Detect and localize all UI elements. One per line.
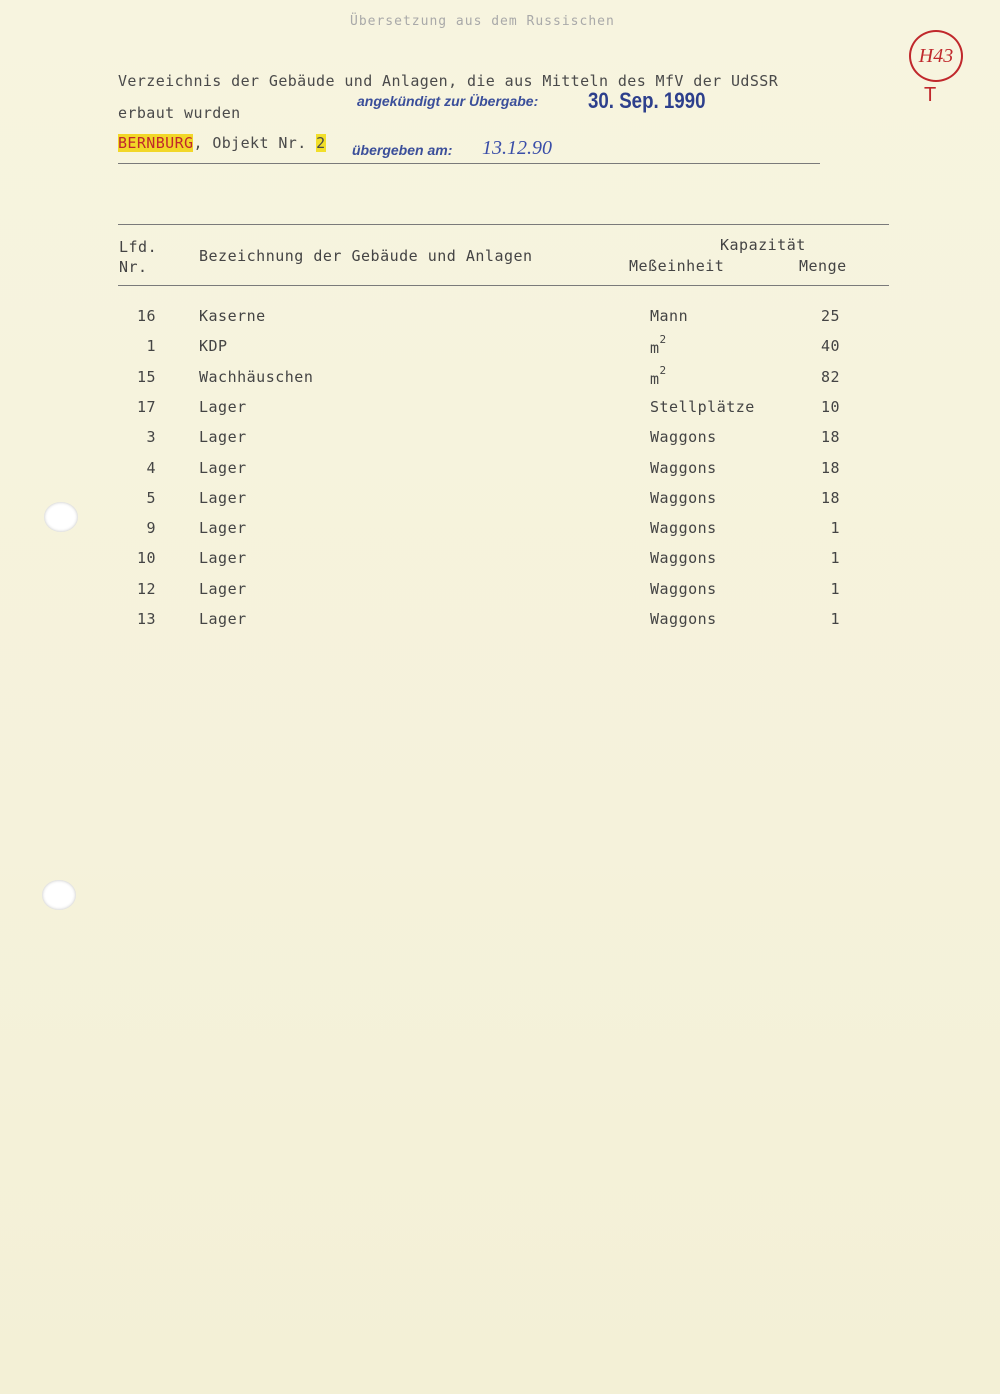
cell-messeinheit: Waggons xyxy=(650,488,717,507)
table-row xyxy=(0,549,1000,577)
cell-bezeichnung: Kaserne xyxy=(199,307,266,325)
table-row xyxy=(0,459,1000,487)
cell-menge: 1 xyxy=(830,519,840,538)
cell-lfd-nr: 9 xyxy=(146,519,156,538)
cell-menge: 1 xyxy=(830,610,840,628)
punch-hole xyxy=(42,880,76,910)
cell-bezeichnung: KDP xyxy=(199,337,228,356)
table-row xyxy=(0,307,1000,335)
objekt-number: 2 xyxy=(316,134,326,152)
cell-menge: 18 xyxy=(820,428,840,447)
cell-lfd-nr: 4 xyxy=(146,458,156,477)
cell-menge: 10 xyxy=(820,397,840,416)
location-name: BERNBURG xyxy=(118,134,194,152)
cell-menge: 1 xyxy=(830,579,840,598)
table-row xyxy=(0,580,1000,608)
divider xyxy=(118,163,820,164)
table-row xyxy=(0,398,1000,426)
cell-bezeichnung: Lager xyxy=(199,519,247,538)
cell-lfd-nr: 1 xyxy=(146,337,156,356)
document-title-cont: erbaut wurden xyxy=(118,104,241,122)
cell-bezeichnung: Wachhäuschen xyxy=(199,367,314,386)
cell-messeinheit: Waggons xyxy=(650,519,717,538)
announcement-stamp-date: 30. Sep. 1990 xyxy=(588,88,706,113)
table-row xyxy=(0,428,1000,456)
cell-lfd-nr: 12 xyxy=(136,579,156,598)
cell-messeinheit: Waggons xyxy=(650,610,717,628)
cell-menge: 18 xyxy=(820,488,840,507)
cell-messeinheit: Mann xyxy=(650,307,689,325)
translation-note: Übersetzung aus dem Russischen xyxy=(350,14,615,29)
cell-menge: 82 xyxy=(820,367,840,386)
cell-bezeichnung: Lager xyxy=(199,579,247,598)
cell-bezeichnung: Lager xyxy=(199,610,247,628)
cell-messeinheit: Waggons xyxy=(650,428,717,447)
cell-lfd-nr: 3 xyxy=(146,428,156,447)
cell-lfd-nr: 13 xyxy=(136,610,156,628)
cell-messeinheit: $m^2$ xyxy=(650,333,667,358)
cell-lfd-nr: 17 xyxy=(136,397,156,416)
cell-menge: 18 xyxy=(820,458,840,477)
header-kapazitaet: Kapazität xyxy=(720,236,806,254)
cell-menge: 25 xyxy=(820,307,840,325)
table-row xyxy=(0,610,1000,638)
cell-messeinheit: $m^2$ xyxy=(650,363,667,388)
table-row xyxy=(0,519,1000,547)
objekt-label: , Objekt Nr. xyxy=(193,134,307,152)
handover-stamp-label: übergeben am: xyxy=(352,142,453,158)
handover-date: 13.12.90 xyxy=(482,137,552,159)
cell-bezeichnung: Lager xyxy=(199,397,247,416)
cell-menge: 1 xyxy=(830,549,840,568)
header-bezeichnung: Bezeichnung der Gebäude und Anlagen xyxy=(199,247,533,265)
cell-bezeichnung: Lager xyxy=(199,549,247,568)
reference-letter: T xyxy=(924,84,937,106)
header-menge: Menge xyxy=(799,257,847,275)
header-messeinheit: Meßeinheit xyxy=(629,257,725,275)
header-nr: Nr. xyxy=(119,258,148,276)
cell-lfd-nr: 5 xyxy=(146,488,156,507)
cell-bezeichnung: Lager xyxy=(199,458,247,477)
table-header-rule xyxy=(118,285,889,286)
cell-bezeichnung: Lager xyxy=(199,428,247,447)
location-line xyxy=(118,134,326,152)
table-row xyxy=(0,489,1000,517)
cell-bezeichnung: Lager xyxy=(199,488,247,507)
table-row xyxy=(0,363,1000,396)
cell-lfd-nr: 15 xyxy=(136,367,156,386)
cell-messeinheit: Waggons xyxy=(650,579,717,598)
cell-messeinheit: Stellplätze xyxy=(650,397,755,416)
cell-lfd-nr: 10 xyxy=(136,549,156,568)
cell-lfd-nr: 16 xyxy=(136,307,156,325)
document-title: Verzeichnis der Gebäude und Anlagen, die aus Mitteln des MfV der UdSSR xyxy=(118,72,779,90)
cell-messeinheit: Waggons xyxy=(650,458,717,477)
table-row xyxy=(0,333,1000,365)
cell-messeinheit: Waggons xyxy=(650,549,717,568)
reference-number: H43 xyxy=(909,30,963,82)
cell-menge: 40 xyxy=(820,337,840,356)
announcement-stamp-label: angekündigt zur Übergabe: xyxy=(357,93,539,109)
table-top-rule xyxy=(118,224,889,225)
header-lfd: Lfd. xyxy=(119,238,158,256)
